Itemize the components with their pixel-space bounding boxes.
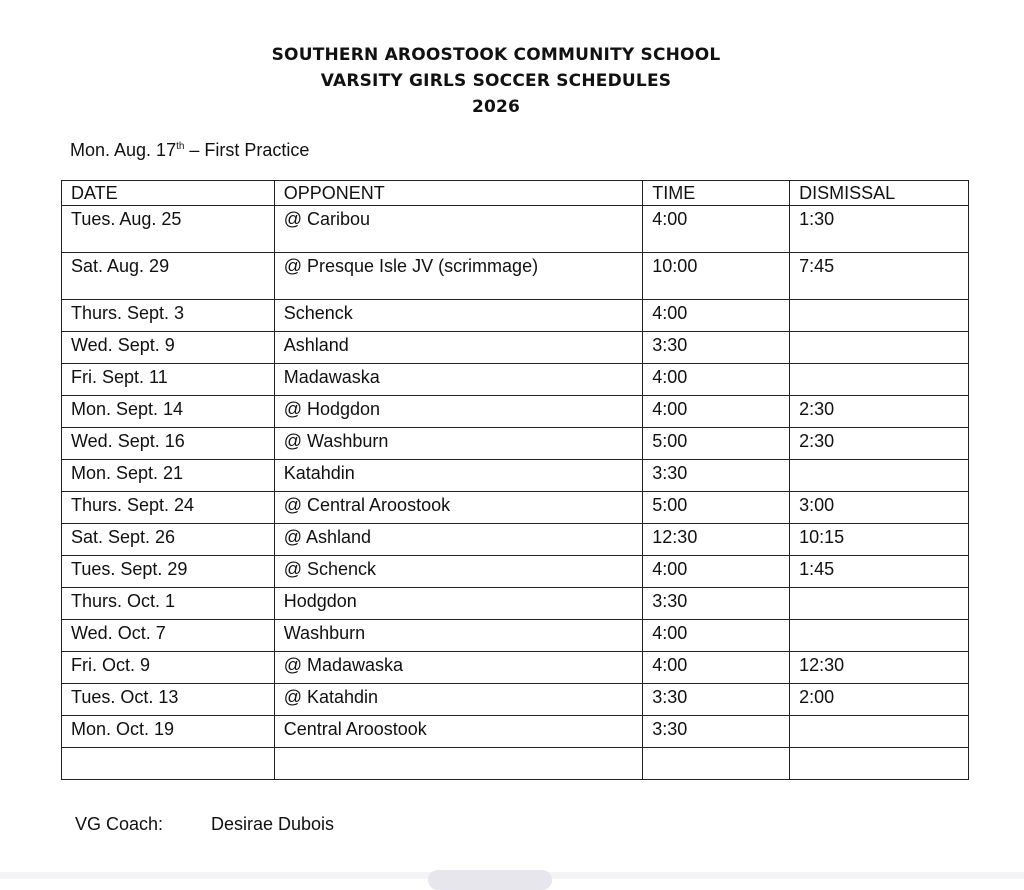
cell-opponent: @ Katahdin [274, 684, 643, 716]
first-practice-date: Mon. Aug. 17 [70, 140, 177, 160]
table-row [62, 300, 969, 332]
cell-time: 3:30 [643, 684, 790, 716]
table-row [62, 716, 969, 748]
schedule-year: 2026 [471, 97, 521, 117]
cell-time: 3:30 [643, 332, 790, 364]
cell-opponent: Ashland [274, 332, 643, 364]
first-practice-label: – First Practice [184, 140, 310, 160]
ordinal-suffix: th [176, 141, 185, 152]
column-header-time: TIME [643, 181, 790, 206]
cell-date: Mon. Oct. 19 [62, 716, 275, 748]
cell-opponent: @ Schenck [274, 556, 643, 588]
cell-time: 4:00 [643, 556, 790, 588]
cell-time: 5:00 [643, 428, 790, 460]
table-row [62, 396, 969, 428]
cell-dismissal: 2:30 [790, 428, 969, 460]
cell-time: 10:00 [643, 253, 790, 300]
table-row [62, 524, 969, 556]
cell-time: 3:30 [643, 460, 790, 492]
cell-opponent: @ Caribou [274, 206, 643, 253]
cell-date: Tues. Aug. 25 [62, 206, 275, 253]
table-row [62, 748, 969, 780]
coach-label: VG Coach: [75, 814, 164, 834]
cell-dismissal [790, 748, 969, 780]
coach-name: Desirae Dubois [211, 814, 335, 834]
column-header-date: DATE [62, 181, 275, 206]
cell-dismissal: 10:15 [790, 524, 969, 556]
table-row [62, 620, 969, 652]
cell-opponent: @ Madawaska [274, 652, 643, 684]
cell-dismissal: 1:30 [790, 206, 969, 253]
table-row [62, 652, 969, 684]
cell-dismissal [790, 332, 969, 364]
school-name: SOUTHERN AROOSTOOK COMMUNITY SCHOOL [271, 45, 721, 65]
cell-opponent: @ Ashland [274, 524, 643, 556]
table-row [62, 460, 969, 492]
cell-dismissal [790, 364, 969, 396]
cell-time: 4:00 [643, 620, 790, 652]
schedule-table [61, 180, 969, 780]
cell-date: Sat. Aug. 29 [62, 253, 275, 300]
table-row [62, 206, 969, 253]
table-row [62, 253, 969, 300]
cell-time: 4:00 [643, 300, 790, 332]
cell-dismissal: 2:00 [790, 684, 969, 716]
cell-date: Tues. Oct. 13 [62, 684, 275, 716]
table-row [62, 332, 969, 364]
cell-date: Sat. Sept. 26 [62, 524, 275, 556]
cell-time: 4:00 [643, 364, 790, 396]
cell-time: 4:00 [643, 652, 790, 684]
cell-opponent: Central Aroostook [274, 716, 643, 748]
schedule-title: VARSITY GIRLS SOCCER SCHEDULES [320, 71, 672, 91]
table-row [62, 684, 969, 716]
cell-time: 4:00 [643, 396, 790, 428]
cell-dismissal: 1:45 [790, 556, 969, 588]
table-row [62, 428, 969, 460]
table-row [62, 588, 969, 620]
cell-time: 3:30 [643, 588, 790, 620]
cell-opponent: @ Presque Isle JV (scrimmage) [274, 253, 643, 300]
cell-time: 3:30 [643, 716, 790, 748]
cell-date [62, 748, 275, 780]
cell-date: Thurs. Sept. 24 [62, 492, 275, 524]
cell-time: 4:00 [643, 206, 790, 253]
cell-opponent: Katahdin [274, 460, 643, 492]
cell-dismissal [790, 716, 969, 748]
cell-opponent: Madawaska [274, 364, 643, 396]
table-header-row [62, 181, 969, 206]
cell-date: Wed. Oct. 7 [62, 620, 275, 652]
cell-opponent: Schenck [274, 300, 643, 332]
cell-date: Thurs. Oct. 1 [62, 588, 275, 620]
cell-dismissal: 12:30 [790, 652, 969, 684]
cell-time [643, 748, 790, 780]
cell-opponent [274, 748, 643, 780]
cell-dismissal: 3:00 [790, 492, 969, 524]
cell-date: Wed. Sept. 9 [62, 332, 275, 364]
column-header-opponent: OPPONENT [274, 181, 643, 206]
cell-opponent: Hodgdon [274, 588, 643, 620]
cell-dismissal: 7:45 [790, 253, 969, 300]
cell-date: Mon. Sept. 14 [62, 396, 275, 428]
first-practice-note [70, 140, 309, 161]
cell-opponent: @ Hodgdon [274, 396, 643, 428]
cell-dismissal [790, 300, 969, 332]
cell-dismissal [790, 620, 969, 652]
table-row [62, 364, 969, 396]
cell-opponent: @ Central Aroostook [274, 492, 643, 524]
cell-dismissal: 2:30 [790, 396, 969, 428]
coach-line [75, 814, 335, 835]
cell-time: 12:30 [643, 524, 790, 556]
cell-opponent: Washburn [274, 620, 643, 652]
cell-date: Thurs. Sept. 3 [62, 300, 275, 332]
cell-date: Fri. Oct. 9 [62, 652, 275, 684]
cell-time: 5:00 [643, 492, 790, 524]
column-header-dismissal: DISMISSAL [790, 181, 969, 206]
document-title [0, 42, 992, 120]
cell-date: Fri. Sept. 11 [62, 364, 275, 396]
table-row [62, 492, 969, 524]
page-scroll-handle[interactable] [428, 870, 552, 890]
cell-dismissal [790, 460, 969, 492]
cell-opponent: @ Washburn [274, 428, 643, 460]
cell-date: Wed. Sept. 16 [62, 428, 275, 460]
cell-date: Tues. Sept. 29 [62, 556, 275, 588]
schedule-rows [62, 206, 969, 780]
table-row [62, 556, 969, 588]
cell-date: Mon. Sept. 21 [62, 460, 275, 492]
cell-dismissal [790, 588, 969, 620]
